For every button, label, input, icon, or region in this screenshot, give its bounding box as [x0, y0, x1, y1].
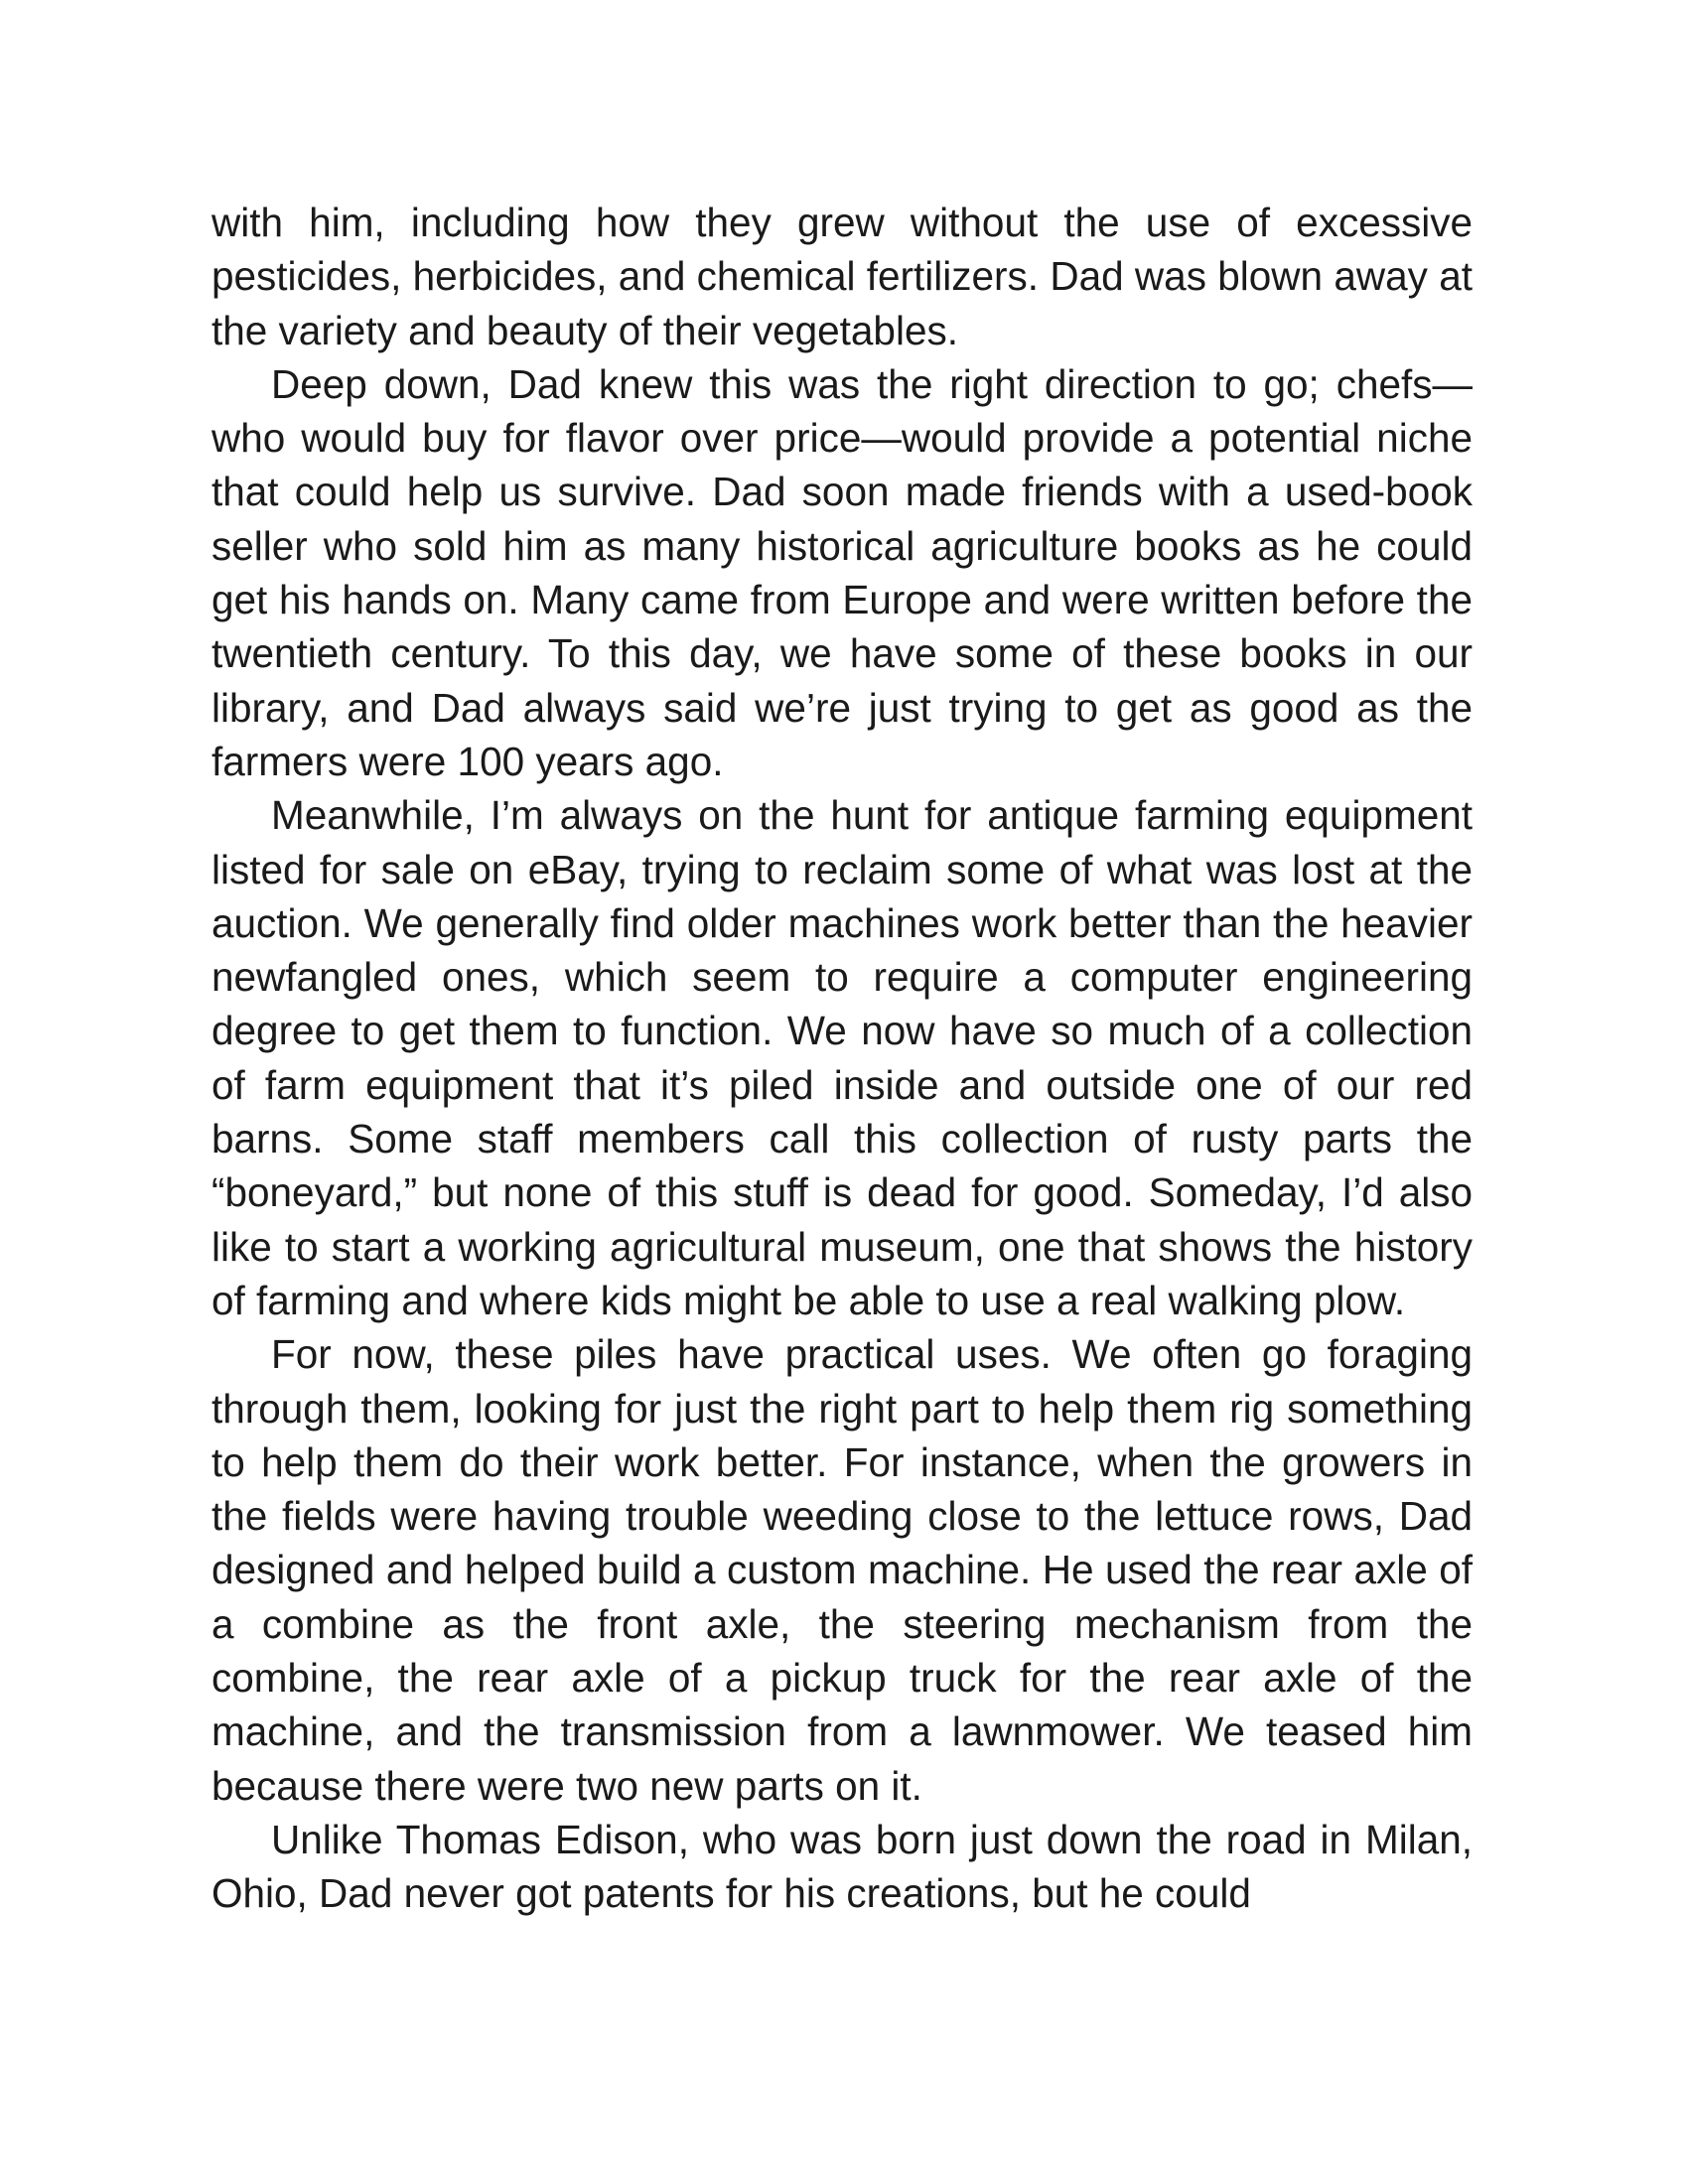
paragraph-farm-equipment: Meanwhile, I’m always on the hunt for antique farming equipment listed for sale on eBay, trying to reclaim some of what was lost at the auction. We generally find older machines work better than the heavier newfangled ones, which seem to require a computer engineering degree to get them to function. We now have so much of a collection of farm equipment that it’s piled inside and outside one of our red barns. Some staff members call this collection of rusty parts the “boneyard,” but none of this stuff is dead for good. Someday, I’d also like to start a working agricultural museum, one that shows the history of farming and where kids might be able to use a real walking plow.	[211, 792, 1473, 1323]
body-text	[211, 196, 1473, 1921]
paragraph-custom-machine: For now, these piles have practical uses. We often go foraging through them, looking for just the right part to help them rig something to help them do their work better. For instance, when the growers in the fields were having trouble weeding close to the lettuce rows, Dad designed and helped build a custom machine. He used the rear axle of a combine as the front axle, the steering mechanism from the combine, the rear axle of a pickup truck for the rear axle of the machine, and the transmission from a lawnmower. We teased him because there were two new parts on it.	[211, 1331, 1473, 1809]
paragraph-continued: with him, including how they grew without the use of excessive pesticides, herbicides, and chemical fertilizers. Dad was blown away at the variety and beauty of their vegetables.	[211, 200, 1473, 353]
paragraph-thomas-edison: Unlike Thomas Edison, who was born just down the road in Milan, Ohio, Dad never got patents for his creations, but he could	[211, 1816, 1473, 1917]
paragraph-chefs-niche: Deep down, Dad knew this was the right direction to go; chefs—who would buy for flavor over price—would provide a potential niche that could help us survive. Dad soon made friends with a used-book seller who sold him as many historical agriculture books as he could get his hands on. Many came from Europe and were written before the twentieth century. To this day, we have some of these books in our library, and Dad always said we’re just trying to get as good as the farmers were 100 years ago.	[211, 360, 1473, 784]
